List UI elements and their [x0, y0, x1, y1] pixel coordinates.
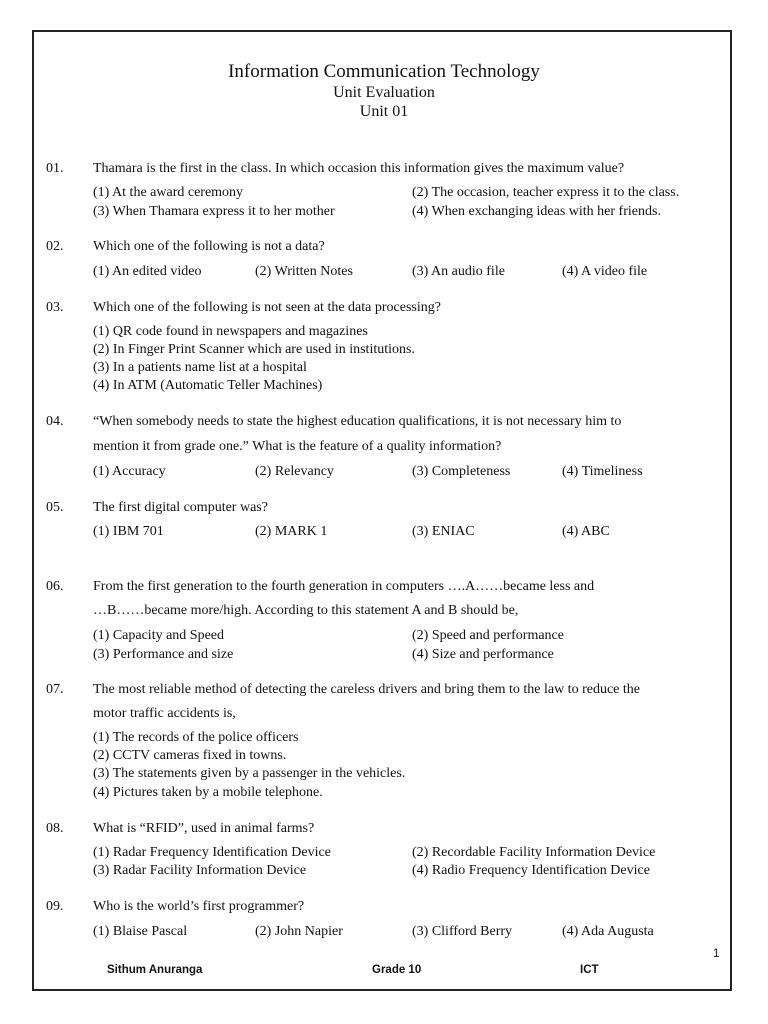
answer-option: (4) In ATM (Automatic Teller Machines) — [93, 378, 323, 393]
question-number: 06. — [46, 579, 64, 594]
answer-option: (2) MARK 1 — [255, 524, 328, 539]
question-text: mention it from grade one.” What is the feature of a quality information? — [93, 439, 502, 454]
footer-subject: ICT — [580, 964, 599, 976]
answer-option: (4) ABC — [562, 524, 610, 539]
question-number: 02. — [46, 239, 64, 254]
answer-option: (2) Written Notes — [255, 264, 353, 279]
answer-option: (4) A video file — [562, 264, 648, 279]
answer-option: (3) An audio file — [412, 264, 505, 279]
answer-option: (3) Radar Facility Information Device — [93, 863, 307, 878]
question-text: motor traffic accidents is, — [93, 706, 236, 721]
answer-option: (4) Pictures taken by a mobile telephone. — [93, 785, 323, 800]
question-number: 05. — [46, 500, 64, 515]
question-text: “When somebody needs to state the highest education qualifications, it is not necessary him to — [93, 414, 622, 429]
footer-author: Sithum Anuranga — [107, 964, 203, 976]
answer-option: (1) Blaise Pascal — [93, 924, 188, 939]
question-text: What is “RFID”, used in animal farms? — [93, 821, 315, 836]
page-number: 1 — [713, 948, 720, 960]
question-number: 07. — [46, 682, 64, 697]
answer-option: (3) Performance and size — [93, 647, 234, 662]
answer-option: (2) In Finger Print Scanner which are used in institutions. — [93, 342, 415, 357]
answer-option: (1) Accuracy — [93, 464, 166, 479]
question-text: Which one of the following is not a data? — [93, 239, 325, 254]
page-title: Information Communication Technology — [228, 61, 540, 82]
answer-option: (4) Size and performance — [412, 647, 554, 662]
question-text: Which one of the following is not seen at the data processing? — [93, 300, 441, 315]
answer-option: (2) The occasion, teacher express it to the class. — [412, 185, 680, 200]
question-text: From the first generation to the fourth generation in computers ….A……became less and — [93, 579, 595, 594]
answer-option: (1) IBM 701 — [93, 524, 164, 539]
answer-option: (2) Relevancy — [255, 464, 334, 479]
answer-option: (1) At the award ceremony — [93, 185, 244, 200]
answer-option: (4) Ada Augusta — [562, 924, 654, 939]
answer-option: (4) When exchanging ideas with her friends. — [412, 204, 661, 219]
answer-option: (1) An edited video — [93, 264, 202, 279]
answer-option: (3) In a patients name list at a hospital — [93, 360, 307, 375]
question-number: 01. — [46, 161, 64, 176]
question-text: The first digital computer was? — [93, 500, 268, 515]
answer-option: (3) ENIAC — [412, 524, 475, 539]
answer-option: (2) Recordable Facility Information Device — [412, 845, 656, 860]
answer-option: (4) Radio Frequency Identification Device — [412, 863, 650, 878]
answer-option: (2) Speed and performance — [412, 628, 564, 643]
question-number: 03. — [46, 300, 64, 315]
answer-option: (4) Timeliness — [562, 464, 643, 479]
question-number: 08. — [46, 821, 64, 836]
question-text: …B……became more/high. According to this statement A and B should be, — [93, 603, 519, 618]
question-number: 04. — [46, 414, 64, 429]
answer-option: (1) Capacity and Speed — [93, 628, 225, 643]
answer-option: (1) The records of the police officers — [93, 730, 299, 745]
page-subtitle: Unit Evaluation — [333, 84, 435, 101]
question-text: Who is the world’s first programmer? — [93, 899, 305, 914]
answer-option: (1) QR code found in newspapers and magazines — [93, 324, 368, 339]
answer-option: (3) Completeness — [412, 464, 511, 479]
answer-option: (3) The statements given by a passenger in the vehicles. — [93, 766, 406, 781]
answer-option: (3) When Thamara express it to her mother — [93, 204, 335, 219]
footer-grade: Grade 10 — [372, 964, 422, 976]
question-text: Thamara is the first in the class. In which occasion this information gives the maximum value? — [93, 161, 625, 176]
answer-option: (2) CCTV cameras fixed in towns. — [93, 748, 287, 763]
answer-option: (1) Radar Frequency Identification Device — [93, 845, 331, 860]
answer-option: (2) John Napier — [255, 924, 343, 939]
question-number: 09. — [46, 899, 64, 914]
answer-option: (3) Clifford Berry — [412, 924, 513, 939]
question-text: The most reliable method of detecting the careless drivers and bring them to the law to reduce the — [93, 682, 640, 697]
unit-label: Unit 01 — [359, 103, 409, 120]
